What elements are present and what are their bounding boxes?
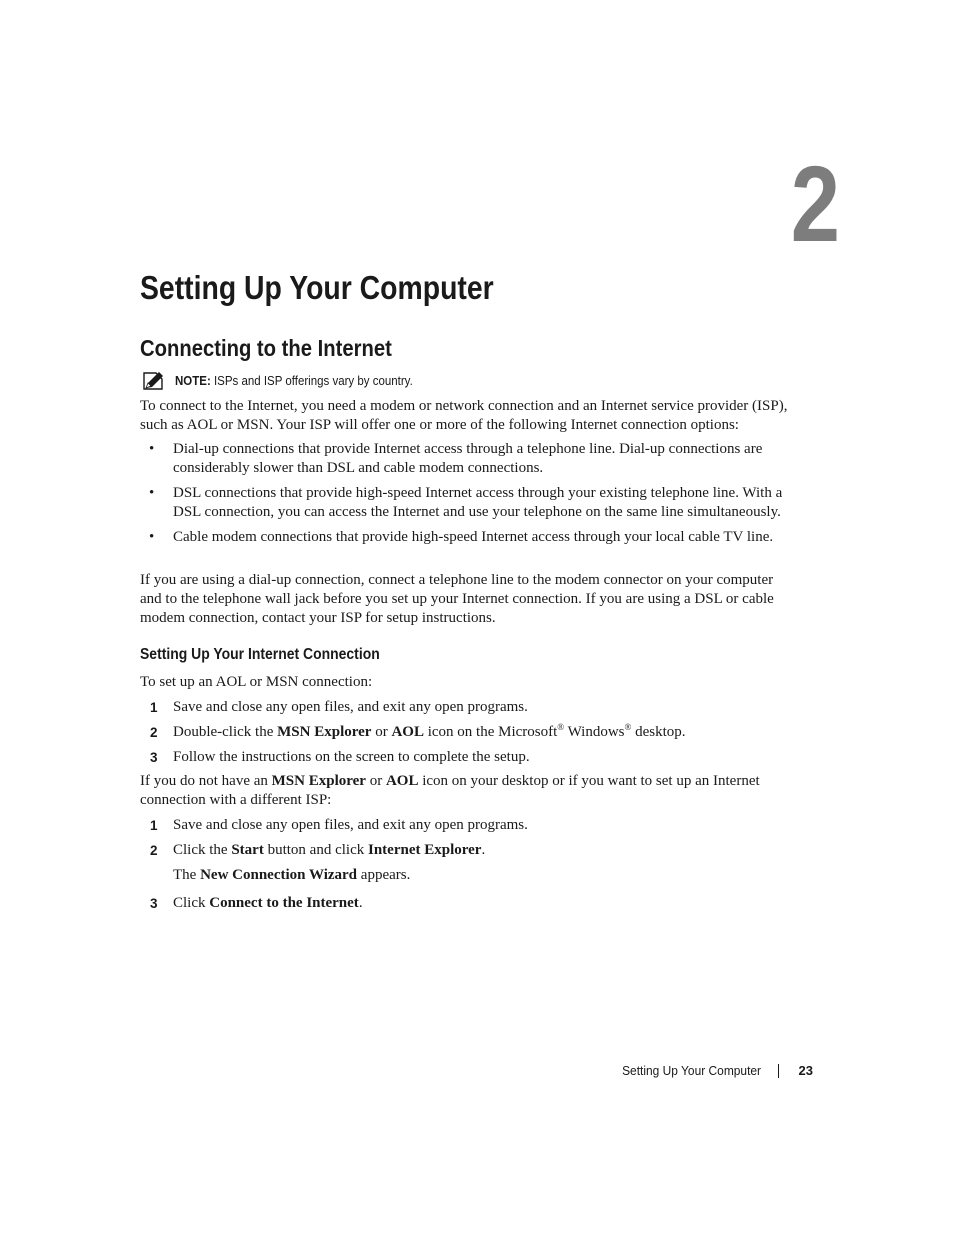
step-sub-text	[173, 866, 790, 885]
step-item	[140, 894, 790, 913]
new-connection-wizard-label: New Connection Wizard	[200, 867, 358, 883]
bullet-icon: •	[149, 529, 155, 545]
step-number: 2	[150, 725, 158, 740]
note-body: ISPs and ISP offerings vary by country.	[210, 374, 413, 388]
step-text	[173, 842, 790, 885]
step-text: Save and close any open files, and exit any open programs.	[173, 817, 528, 833]
step-item	[140, 816, 790, 835]
chapter-title: Setting Up Your Computer	[140, 269, 494, 306]
chapter-number: 2	[790, 143, 840, 264]
note-label: NOTE:	[175, 374, 211, 388]
footer-divider	[778, 1064, 779, 1078]
aol-label: AOL	[385, 773, 419, 789]
note-text	[175, 370, 413, 392]
step-number: 1	[150, 818, 158, 833]
page-number: 23	[798, 1063, 813, 1078]
step-text	[173, 724, 686, 740]
step-text-part: Double-click the	[173, 724, 278, 740]
step-text-part: .	[358, 895, 363, 911]
footer-title: Setting Up Your Computer	[622, 1063, 761, 1078]
step-text	[173, 895, 363, 911]
step-text-part: or	[371, 724, 392, 740]
step-text: Save and close any open files, and exit any open programs.	[173, 699, 528, 715]
section-title: Connecting to the Internet	[140, 335, 392, 361]
msn-explorer-label: MSN Explorer	[271, 773, 366, 789]
list-item	[140, 484, 790, 522]
step-number: 2	[150, 843, 158, 858]
step-text-part: .	[481, 842, 486, 858]
aol-msn-lead: To set up an AOL or MSN connection:	[140, 674, 373, 690]
registered-mark: ®	[557, 722, 565, 732]
subsection-title: Setting Up Your Internet Connection	[140, 646, 380, 663]
list-item-text: DSL connections that provide high-speed Internet access through your existing telephone line. With a DSL connection, you can access the Internet and use your telephone on the same line simultaneously.	[173, 485, 783, 520]
step-number: 3	[150, 750, 158, 765]
step-number: 3	[150, 896, 158, 911]
aol-label: AOL	[391, 724, 424, 740]
step-text-part: button and click	[263, 842, 368, 858]
step-text-part: desktop.	[631, 724, 686, 740]
bullet-icon: •	[149, 441, 155, 457]
step-text-part: Click	[173, 895, 210, 911]
step-item	[140, 841, 790, 885]
registered-mark: ®	[624, 722, 632, 732]
connect-to-internet-label: Connect to the Internet	[209, 895, 359, 911]
para-text-part: or	[365, 773, 386, 789]
pencil-note-icon	[142, 371, 164, 391]
bullet-icon: •	[149, 485, 155, 501]
note-callout	[140, 370, 800, 392]
internet-explorer-label: Internet Explorer	[367, 842, 482, 858]
step-text-part: Click the	[173, 842, 232, 858]
connection-options-list	[140, 440, 790, 553]
aol-msn-steps	[140, 698, 790, 773]
step-item	[140, 748, 790, 767]
step-text-part: appears.	[357, 867, 411, 883]
step-text-part: icon on the Microsoft	[423, 724, 558, 740]
start-label: Start	[231, 842, 264, 858]
msn-explorer-label: MSN Explorer	[277, 724, 372, 740]
list-item-text: Cable modem connections that provide high-speed Internet access through your local cable TV line.	[173, 529, 774, 545]
other-isp-paragraph	[140, 772, 790, 810]
page-footer	[610, 1061, 815, 1081]
other-isp-steps	[140, 816, 790, 919]
step-item	[140, 698, 790, 717]
para-text-part: icon on your desktop or if you want to set up an Internet connection with a different ISP:	[140, 773, 760, 808]
step-number: 1	[150, 700, 158, 715]
list-item	[140, 528, 790, 547]
dialup-paragraph: If you are using a dial-up connection, connect a telephone line to the modem connector on your computer and to the telephone wall jack before you set up your Internet connection. If you are using a DSL or cable modem connection, contact your ISP for setup instructions.	[140, 572, 774, 626]
step-text: Follow the instructions on the screen to complete the setup.	[173, 749, 530, 765]
step-item	[140, 723, 790, 742]
list-item-text: Dial-up connections that provide Internet access through a telephone line. Dial-up connections are considerably slower than DSL and cable modem connections.	[173, 441, 763, 476]
step-text-part: Windows	[564, 724, 625, 740]
intro-paragraph: To connect to the Internet, you need a modem or network connection and an Internet service provider (ISP), such as AOL or MSN. Your ISP will offer one or more of the following Internet connection options:	[140, 398, 788, 433]
step-text-part: The	[173, 867, 201, 883]
list-item	[140, 440, 790, 478]
para-text-part: If you do not have an	[140, 773, 272, 789]
